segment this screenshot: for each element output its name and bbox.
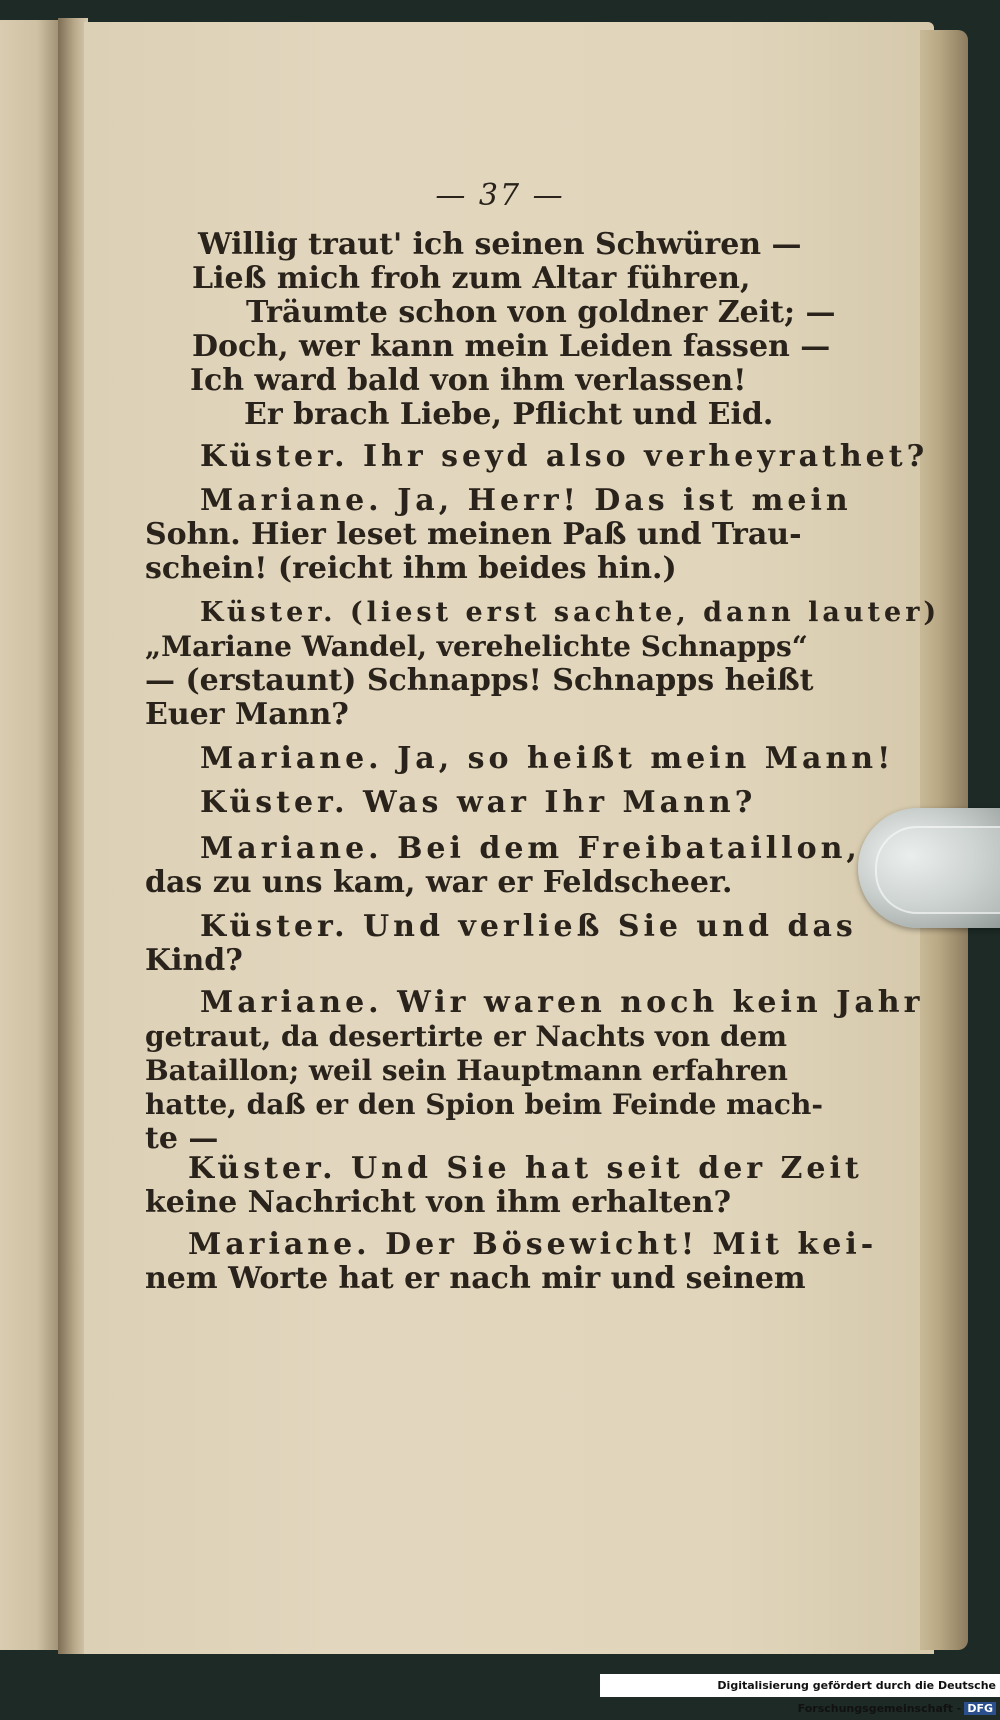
dfg-logo: DFG <box>964 1702 996 1715</box>
text-line: das zu uns kam, war er Feldscheer. <box>145 865 733 900</box>
dialogue-line: Küster. Und verließ Sie und das <box>200 909 857 944</box>
text-line: keine Nachricht von ihm erhalten? <box>145 1185 732 1220</box>
dialogue-line: Küster. Ihr seyd also verheyrathet? <box>200 439 929 474</box>
text-line: „Mariane Wandel, verehelichte Schnapps“ <box>145 630 808 663</box>
text-line: — (erstaunt) Schnapps! Schnapps heißt <box>145 663 814 698</box>
text-line: Bataillon; weil sein Hauptmann erfahren <box>145 1054 788 1087</box>
text-line: Träumte schon von goldner Zeit; — <box>246 295 836 330</box>
text-line: Er brach Liebe, Pflicht und Eid. <box>244 397 774 432</box>
text-line: Sohn. Hier leset meinen Paß und Trau- <box>145 517 802 552</box>
dialogue-line: Mariane. Ja, so heißt mein Mann! <box>200 741 895 776</box>
dialogue-line: Mariane. Wir waren noch kein Jahr <box>200 985 924 1020</box>
text-line: hatte, daß er den Spion beim Feinde mach- <box>145 1088 823 1121</box>
page-number: — 37 — <box>435 178 565 213</box>
digitization-credit <box>600 1674 1000 1715</box>
text-line: getraut, da desertirte er Nachts von dem <box>145 1020 787 1053</box>
clip-highlight <box>875 826 1000 914</box>
text-line: Ließ mich froh zum Altar führen, <box>192 261 751 296</box>
dialogue-line: Mariane. Ja, Herr! Das ist mein <box>200 483 852 518</box>
text-line: Doch, wer kann mein Leiden fassen — <box>192 329 831 364</box>
left-page-edge <box>0 20 62 1650</box>
dialogue-line: Küster. Was war Ihr Mann? <box>200 785 757 820</box>
credit-text: Digitalisierung gefördert durch die Deutsche Forschungsgemeinschaft - <box>717 1679 996 1715</box>
dialogue-line: Mariane. Bei dem Freibataillon, <box>200 831 861 866</box>
dialogue-line: Mariane. Der Bösewicht! Mit kei- <box>188 1227 878 1262</box>
dialogue-line: Küster. Und Sie hat seit der Zeit <box>188 1151 863 1186</box>
text-line: Kind? <box>145 943 243 978</box>
dialogue-line: Küster. (liest erst sachte, dann lauter) <box>200 597 941 628</box>
text-line: nem Worte hat er nach mir und seinem <box>145 1261 806 1296</box>
text-line: Euer Mann? <box>145 697 349 732</box>
text-line: schein! (reicht ihm beides hin.) <box>145 551 677 586</box>
text-line: Ich ward bald von ihm verlassen! <box>190 363 747 398</box>
text-line: Willig traut' ich seinen Schwüren — <box>198 227 802 262</box>
text-line: te — <box>145 1121 219 1156</box>
